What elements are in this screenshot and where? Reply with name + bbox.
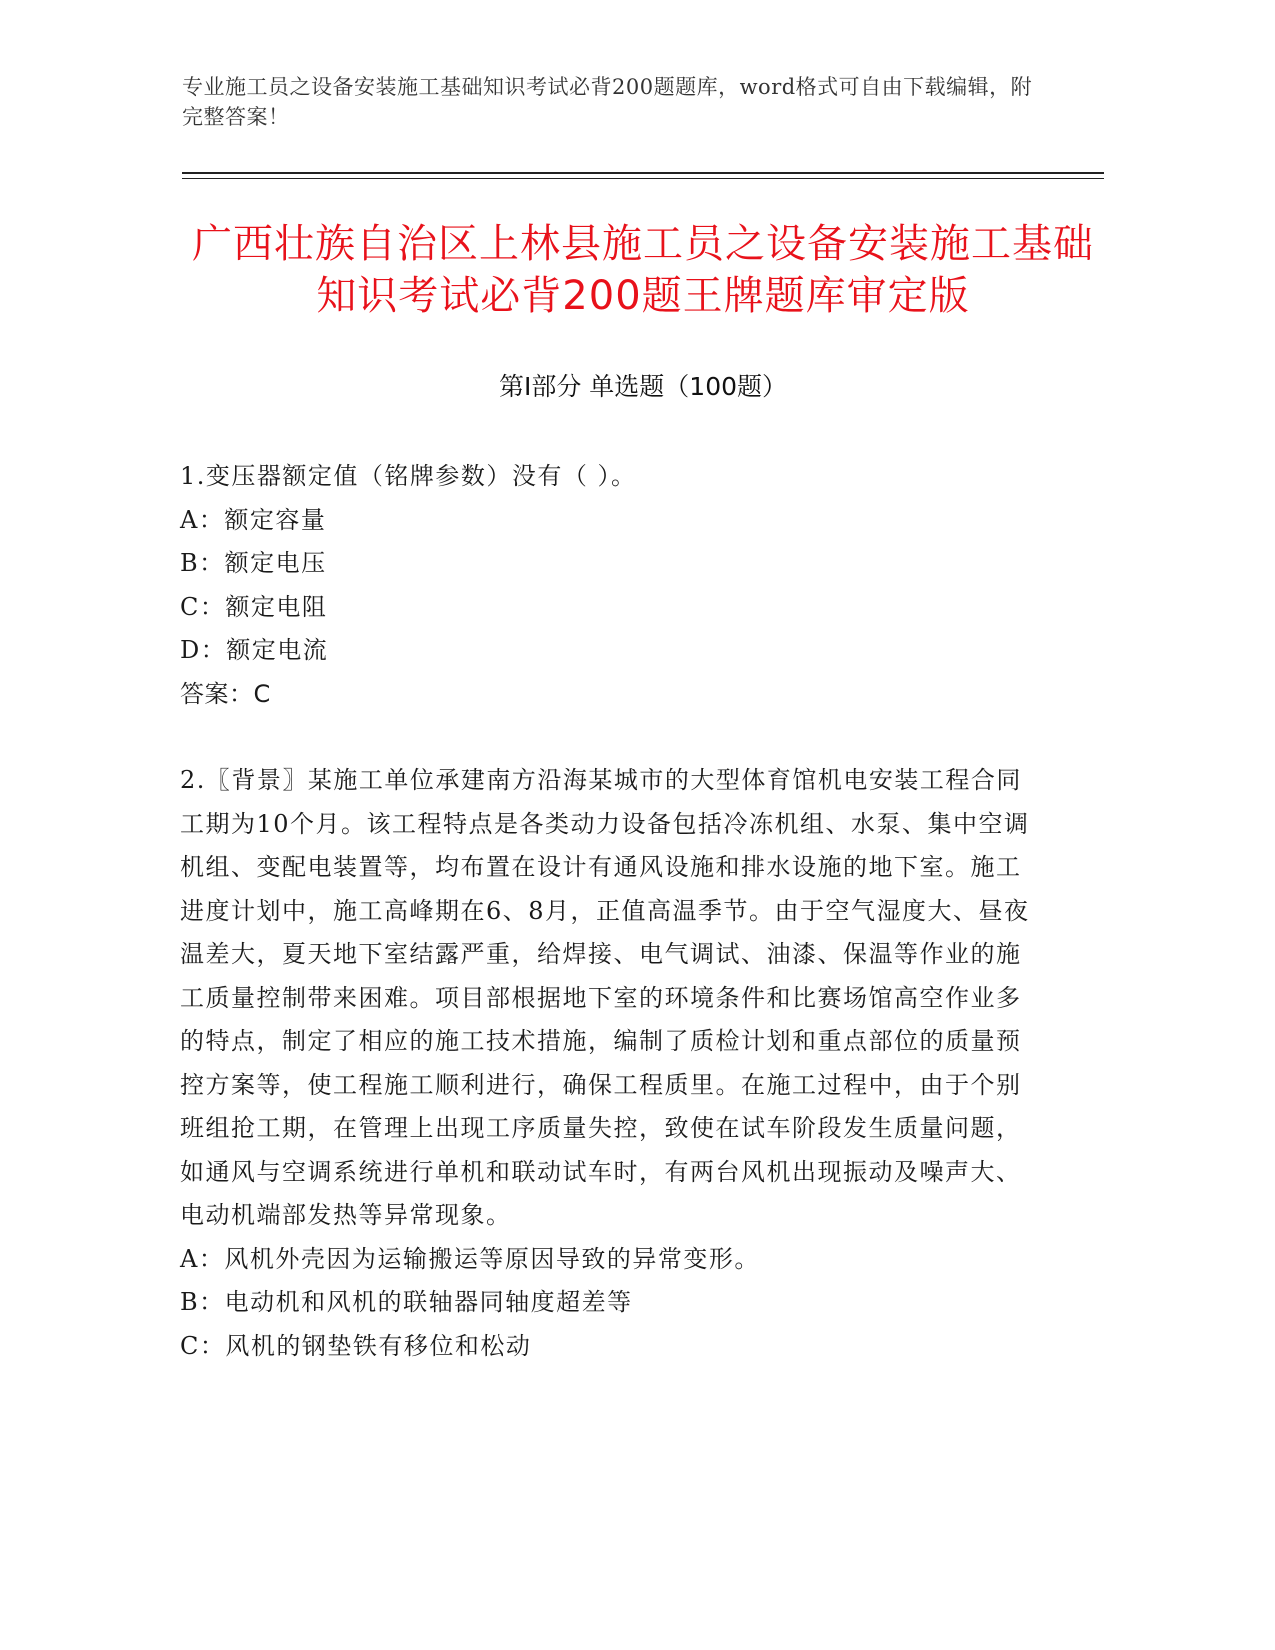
document-title: 广西壮族自治区上林县施工员之设备安装施工基础知识考试必背200题王牌题库审定版 — [192, 221, 1094, 319]
question-stem: 2.〖背景〗某施工单位承建南方沿海某城市的大型体育馆机电安装工程合同工期为10个月。该工程特点是各类动力设备包括冷冻机组、水泵、集中空调机组、变配电装置等，均布置在设计有通风设施和排水设施的地下室。施工进度计划中，施工高峰期在6、8月，正值高温季节。由于空气湿度大、昼夜温差大，夏天地下室结露严重，给焊接、电气调试、油漆、保温等作业的施工质量控制带来困难。项目部根据地下室的环境条件和比赛场馆高空作业多的特点，制定了相应的施工技术措施，编制了质检计划和重点部位的质量预控方案等，使工程施工顺利进行，确保工程质里。在施工过程中，由于个别班组抢工期，在管理上出现工序质量失控，致使在试车阶段发生质量问题，如通风与空调系统进行单机和联动试车时，有两台风机出现振动及噪声大、电动机端部发热等异常现象。 — [180, 766, 1030, 1229]
header-note: 专业施工员之设备安装施工基础知识考试必背200题题库，word格式可自由下载编辑，附完整答案！ — [182, 75, 1033, 129]
question-option: B：电动机和风机的联轴器同轴度超差等 — [180, 1288, 633, 1316]
question-option: B：额定电压 — [180, 549, 327, 577]
question-option: C：额定电阻 — [180, 592, 328, 621]
question-stem: 1.变压器额定值（铭牌参数）没有（ ）。 — [180, 462, 637, 490]
question-item — [180, 759, 1030, 1368]
question-answer: 答案：C — [180, 679, 271, 708]
question-spacer — [180, 716, 1030, 759]
question-item — [180, 455, 1030, 716]
section-title: 第Ⅰ部分 单选题（100题） — [498, 372, 788, 401]
question-option: A：额定容量 — [180, 505, 327, 534]
question-option: C：风机的钢垫铁有移位和松动 — [180, 1331, 532, 1360]
question-option: A：风机外壳因为运输搬运等原因导致的异常变形。 — [180, 1244, 760, 1273]
question-list — [180, 455, 1030, 1368]
question-option: D：额定电流 — [180, 636, 329, 664]
header-divider-thick — [182, 172, 1104, 174]
header-divider-thin — [182, 178, 1104, 179]
